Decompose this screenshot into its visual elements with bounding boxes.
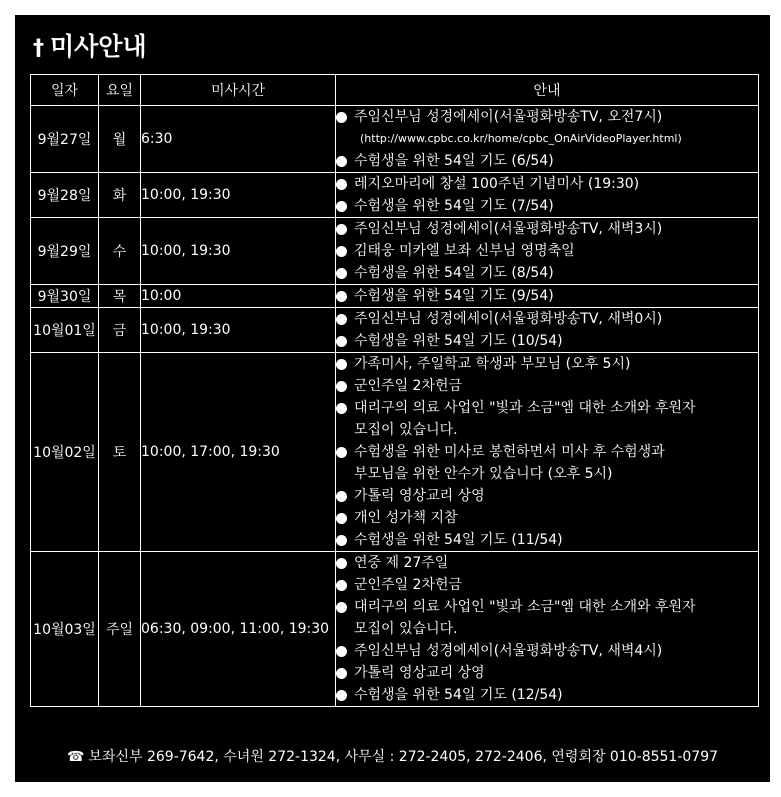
- bullet-icon: [336, 308, 354, 330]
- note-item: [336, 218, 758, 240]
- note-text: 주임신부님 성경에세이(서울평화방송TV, 오전7시): [354, 109, 663, 125]
- info-cell: [336, 173, 759, 218]
- day-cell: 토: [99, 353, 141, 552]
- page-title-text: 미사안내: [50, 32, 147, 61]
- note-text: 김태웅 미카엘 보좌 신부님 영명축일: [354, 243, 575, 259]
- bullet-icon: [336, 574, 354, 596]
- table-row: [31, 106, 759, 173]
- note-item: [336, 684, 758, 706]
- bullet-icon: [336, 353, 354, 375]
- note-item: [336, 195, 758, 217]
- note-item: [336, 240, 758, 262]
- day-cell: 수: [99, 218, 141, 285]
- mass-time-cell: 06:30, 09:00, 11:00, 19:30: [141, 552, 336, 707]
- mass-time-cell: 10:00, 19:30: [141, 218, 336, 285]
- note-item: [336, 596, 758, 618]
- note-item: [336, 507, 758, 529]
- note-item: [336, 150, 758, 172]
- note-item: [336, 574, 758, 596]
- header-mass-time: 미사시간: [141, 75, 336, 106]
- bullet-icon: [336, 485, 354, 507]
- bullet-icon: [336, 150, 354, 172]
- mass-time-cell: 10:00, 19:30: [141, 173, 336, 218]
- mass-schedule-panel: [15, 15, 770, 782]
- bullet-icon: [336, 330, 354, 352]
- date-cell: 9월28일: [31, 173, 99, 218]
- note-text: 군인주일 2차헌금: [354, 577, 463, 593]
- table-row: [31, 218, 759, 285]
- day-cell: 금: [99, 308, 141, 353]
- info-cell: [336, 353, 759, 552]
- bullet-icon: [336, 684, 354, 706]
- note-item: [336, 485, 758, 507]
- date-cell: 10월03일: [31, 552, 99, 707]
- bullet-icon: [336, 195, 354, 217]
- note-text: 대리구의 의료 사업인 "빛과 소금"엠 대한 소개와 후원자: [354, 400, 696, 416]
- table-row: [31, 552, 759, 707]
- date-cell: 9월29일: [31, 218, 99, 285]
- date-cell: 10월02일: [31, 353, 99, 552]
- table-header-row: [31, 75, 759, 106]
- note-item: [336, 662, 758, 684]
- bullet-icon: [336, 397, 354, 419]
- table-row: [31, 285, 759, 308]
- bullet-icon: [336, 662, 354, 684]
- note-item: [336, 441, 758, 463]
- day-cell: 월: [99, 106, 141, 173]
- note-item: [336, 106, 758, 128]
- mass-time-cell: 10:00: [141, 285, 336, 308]
- note-text: 수험생을 위한 54일 기도 (12/54): [354, 687, 563, 703]
- note-text: 연중 제 27주일: [354, 555, 449, 571]
- note-item: [336, 285, 758, 307]
- mass-time-cell: 10:00, 17:00, 19:30: [141, 353, 336, 552]
- bullet-icon: [336, 262, 354, 284]
- header-day: 요일: [99, 75, 141, 106]
- bullet-icon: [336, 218, 354, 240]
- info-cell: [336, 552, 759, 707]
- note-text: 대리구의 의료 사업인 "빛과 소금"엠 대한 소개와 후원자: [354, 599, 696, 615]
- note-text-continued: 모집이 있습니다.: [354, 621, 458, 637]
- page-title: [33, 27, 147, 63]
- note-item: [336, 375, 758, 397]
- note-item: [336, 397, 758, 419]
- note-text: 가톨릭 영상교리 상영: [354, 665, 485, 681]
- note-item: [336, 552, 758, 574]
- note-text: 수험생을 위한 54일 기도 (6/54): [354, 153, 554, 169]
- table-row: [31, 173, 759, 218]
- phone-icon: ☎: [66, 749, 85, 765]
- bullet-icon: [336, 552, 354, 574]
- note-text: 가족미사, 주일학교 학생과 부모님 (오후 5시): [354, 356, 631, 372]
- header-info: 안내: [336, 75, 759, 106]
- note-text: 수험생을 위한 미사로 봉헌하면서 미사 후 수험생과: [354, 444, 665, 460]
- mass-time-cell: 10:00, 19:30: [141, 308, 336, 353]
- schedule-table: [30, 74, 759, 707]
- note-item: [336, 262, 758, 284]
- note-item: [336, 308, 758, 330]
- note-text: 주임신부님 성경에세이(서울평화방송TV, 새벽0시): [354, 311, 663, 327]
- day-cell: 주일: [99, 552, 141, 707]
- info-cell: [336, 285, 759, 308]
- day-cell: 화: [99, 173, 141, 218]
- bullet-icon: [336, 173, 354, 195]
- bullet-icon: [336, 640, 354, 662]
- contact-footer: [15, 746, 770, 766]
- info-cell: [336, 308, 759, 353]
- note-item: [336, 330, 758, 352]
- bullet-icon: [336, 240, 354, 262]
- note-text: 수험생을 위한 54일 기도 (11/54): [354, 532, 563, 548]
- note-item: [336, 640, 758, 662]
- note-text: 레지오마리에 창설 100주년 기념미사 (19:30): [354, 176, 640, 192]
- bullet-icon: [336, 596, 354, 618]
- info-cell: [336, 106, 759, 173]
- note-text: 군인주일 2차헌금: [354, 378, 463, 394]
- note-text: 개인 성가책 지참: [354, 510, 458, 526]
- bullet-icon: [336, 441, 354, 463]
- note-text: 가톨릭 영상교리 상영: [354, 488, 485, 504]
- note-text-continued: 모집이 있습니다.: [354, 422, 458, 438]
- table-row: [31, 308, 759, 353]
- note-text: 수험생을 위한 54일 기도 (7/54): [354, 198, 554, 214]
- note-text: 수험생을 위한 54일 기도 (10/54): [354, 333, 563, 349]
- note-text-continued: 부모님을 위한 안수가 있습니다 (오후 5시): [354, 466, 613, 482]
- date-cell: 9월30일: [31, 285, 99, 308]
- footer-text: 보좌신부 269-7642, 수녀원 272-1324, 사무실 : 272-2405, 272-2406, 연령회장 010-8551-0797: [88, 749, 719, 765]
- note-item: [336, 353, 758, 375]
- bullet-icon: [336, 529, 354, 551]
- date-cell: 10월01일: [31, 308, 99, 353]
- info-cell: [336, 218, 759, 285]
- note-item: [336, 529, 758, 551]
- mass-time-cell: 6:30: [141, 106, 336, 173]
- bullet-icon: [336, 285, 354, 307]
- cross-icon: †: [33, 36, 44, 61]
- header-date: 일자: [31, 75, 99, 106]
- table-row: [31, 353, 759, 552]
- day-cell: 목: [99, 285, 141, 308]
- date-cell: 9월27일: [31, 106, 99, 173]
- note-item: [336, 173, 758, 195]
- bullet-icon: [336, 375, 354, 397]
- note-text: 주임신부님 성경에세이(서울평화방송TV, 새벽4시): [354, 643, 663, 659]
- note-text: 주임신부님 성경에세이(서울평화방송TV, 새벽3시): [354, 221, 663, 237]
- note-text: 수험생을 위한 54일 기도 (9/54): [354, 288, 554, 304]
- bullet-icon: [336, 507, 354, 529]
- bullet-icon: [336, 106, 354, 128]
- note-text: 수험생을 위한 54일 기도 (8/54): [354, 265, 554, 281]
- broadcast-url-link[interactable]: (http://www.cpbc.co.kr/home/cpbc_OnAirVideoPlayer.html): [360, 132, 682, 145]
